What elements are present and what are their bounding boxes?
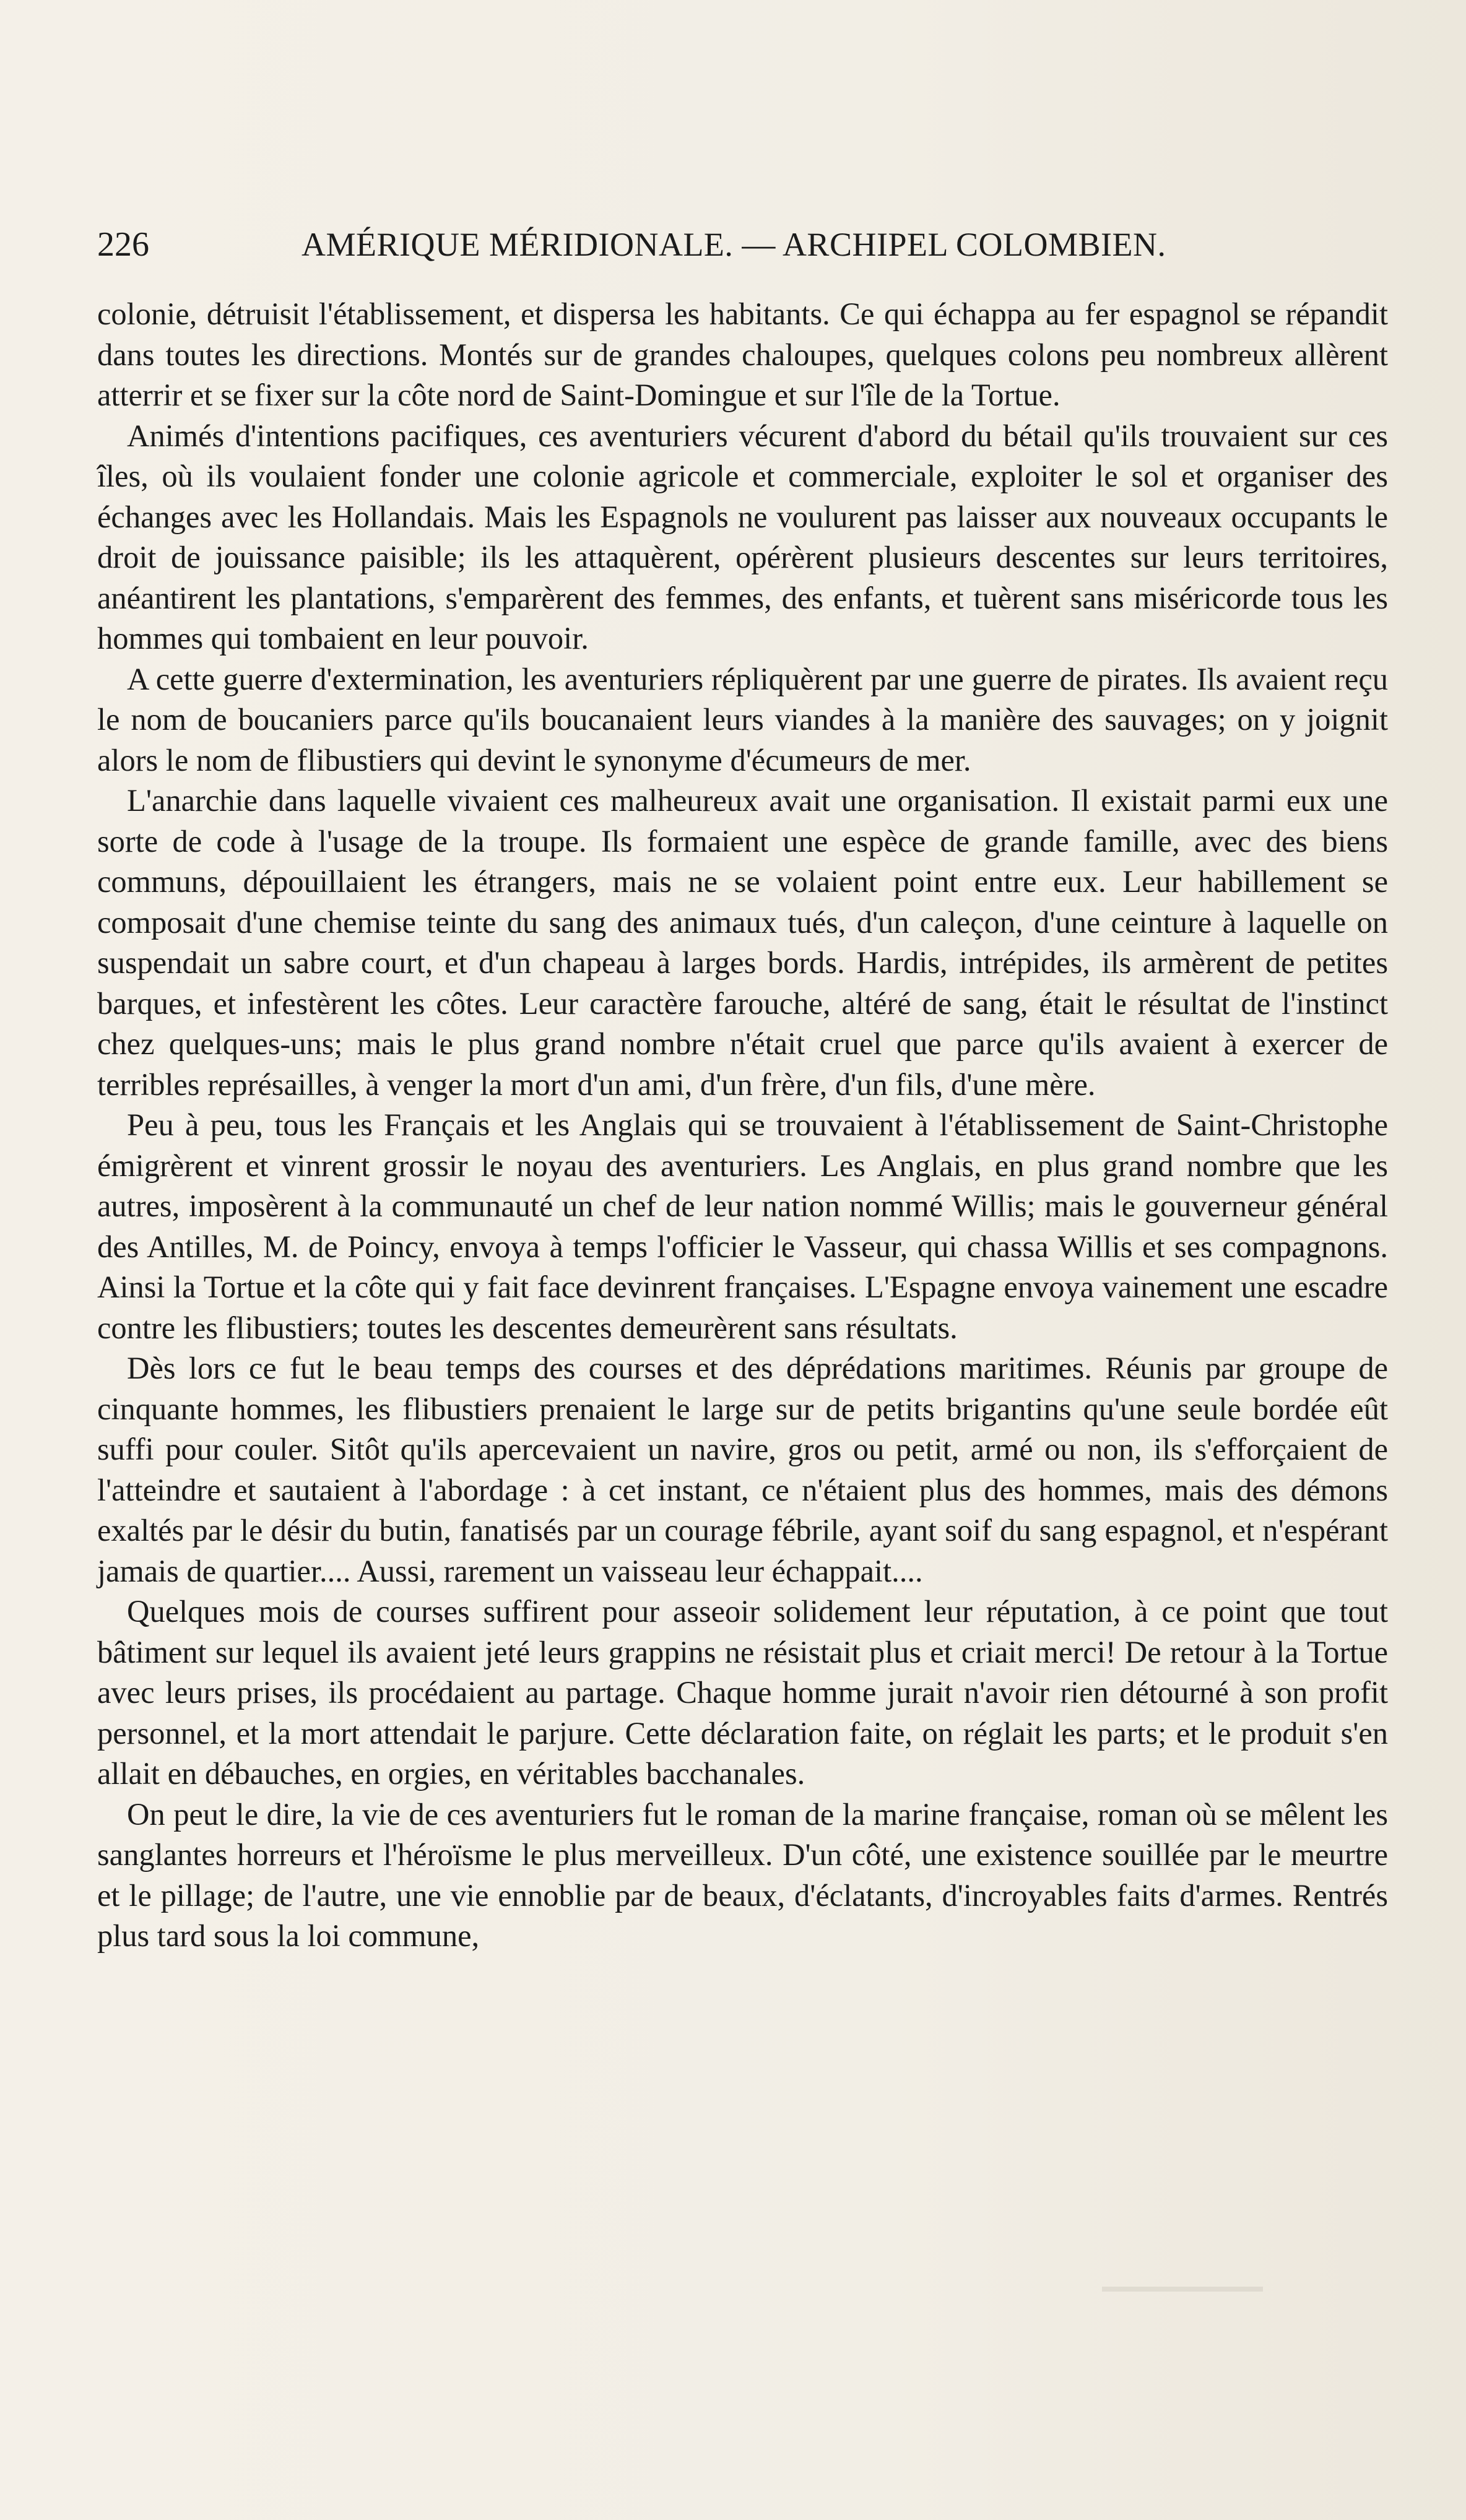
bleed-through-mark	[1102, 2278, 1263, 2303]
page-header	[97, 220, 1188, 269]
paragraph: Peu à peu, tous les Français et les Anglais qui se trouvaient à l'établissement de Saint-Christophe émigrèrent et vinrent grossir le noyau des aventuriers. Les Anglais, en plus grand nombre que les autres, imposèrent à la communauté un chef de leur nation nommé Willis; mais le gouverneur général des Antilles, M. de Poincy, envoya à temps l'officier le Vasseur, qui chassa Willis et ses compagnons. Ainsi la Tortue et la côte qui y fait face devinrent françaises. L'Espagne envoya vainement une escadre contre les flibustiers; toutes les descentes demeurèrent sans résultats.	[97, 1107, 1388, 1345]
paragraph: colonie, détruisit l'établissement, et dispersa les habitants. Ce qui échappa au fer espagnol se répandit dans toutes les directions. Montés sur de grandes chaloupes, quelques colons peu nombreux allèrent atterrir et se fixer sur la côte nord de Saint-Domingue et sur l'île de la Tortue.	[97, 297, 1388, 412]
paragraph: On peut le dire, la vie de ces aventuriers fut le roman de la marine française, roman où se mêlent les sanglantes horreurs et l'héroïsme le plus merveilleux. D'un côté, une existence souillée par le meurtre et le pillage; de l'autre, une vie ennoblie par de beaux, d'éclatants, d'incroyables faits d'armes. Rentrés plus tard sous la loi commune,	[97, 1796, 1388, 1953]
page-number: 226	[97, 225, 149, 264]
paragraph: Dès lors ce fut le beau temps des courses et des déprédations maritimes. Réunis par groupe de cinquante hommes, les flibustiers prenaient le large sur de petits brigantins qu'une seule bordée eût suffi pour couler. Sitôt qu'ils apercevaient un navire, gros ou petit, armé ou non, ils s'efforçaient de l'atteindre et sautaient à l'abordage : à cet instant, ce n'étaient plus des hommes, mais des démons exaltés par le désir du butin, fanatisés par un courage fébrile, ayant soif du sang espagnol, et n'espérant jamais de quartier.... Aussi, rarement un vaisseau leur échappait....	[97, 1351, 1388, 1588]
paragraph: A cette guerre d'extermination, les aventuriers répliquèrent par une guerre de pirates. Ils avaient reçu le nom de boucaniers parce qu'ils boucanaient leurs viandes à la manière des sauvages; on y joignit alors le nom de flibustiers qui devint le synonyme d'écumeurs de mer.	[97, 661, 1388, 777]
paragraph: L'anarchie dans laquelle vivaient ces malheureux avait une organisation. Il existait parmi eux une sorte de code à l'usage de la troupe. Ils formaient une espèce de grande famille, avec des biens communs, dépouillaient les étrangers, mais ne se volaient point entre eux. Leur habillement se composait d'une chemise teinte du sang des animaux tués, d'un caleçon, d'une ceinture à laquelle on suspendait un sabre court, et d'un chapeau à larges bords. Hardis, intrépides, ils armèrent de petites barques, et infestèrent les côtes. Leur caractère farouche, altéré de sang, était le résultat de l'instinct chez quelques-uns; mais le plus grand nombre n'était cruel que parce qu'ils avaient à exercer de terribles représailles, à venger la mort d'un ami, d'un frère, d'un fils, d'une mère.	[97, 783, 1388, 1102]
paragraph: Animés d'intentions pacifiques, ces aventuriers vécurent d'abord du bétail qu'ils trouvaient sur ces îles, où ils voulaient fonder une colonie agricole et commerciale, exploiter le sol et organiser des échanges avec les Hollandais. Mais les Espagnols ne voulurent pas laisser aux nouveaux occupants le droit de jouissance paisible; ils les attaquèrent, opérèrent plusieurs descentes sur leurs territoires, anéantirent les plantations, s'emparèrent des femmes, des enfants, et tuèrent sans miséricorde tous les hommes qui tombaient en leur pouvoir.	[97, 418, 1388, 656]
paragraph: Quelques mois de courses suffirent pour asseoir solidement leur réputation, à ce point que tout bâtiment sur lequel ils avaient jeté leurs grappins ne résistait plus et criait merci! De retour à la Tortue avec leurs prises, ils procédaient au partage. Chaque homme jurait n'avoir rien détourné à son profit personnel, et la mort attendait le parjure. Cette déclaration faite, on réglait les parts; et le produit s'en allait en débauches, en orgies, en véritables bacchanales.	[97, 1594, 1388, 1791]
body-text	[97, 294, 1388, 1957]
running-title: AMÉRIQUE MÉRIDIONALE. — ARCHIPEL COLOMBIEN.	[301, 226, 1166, 263]
